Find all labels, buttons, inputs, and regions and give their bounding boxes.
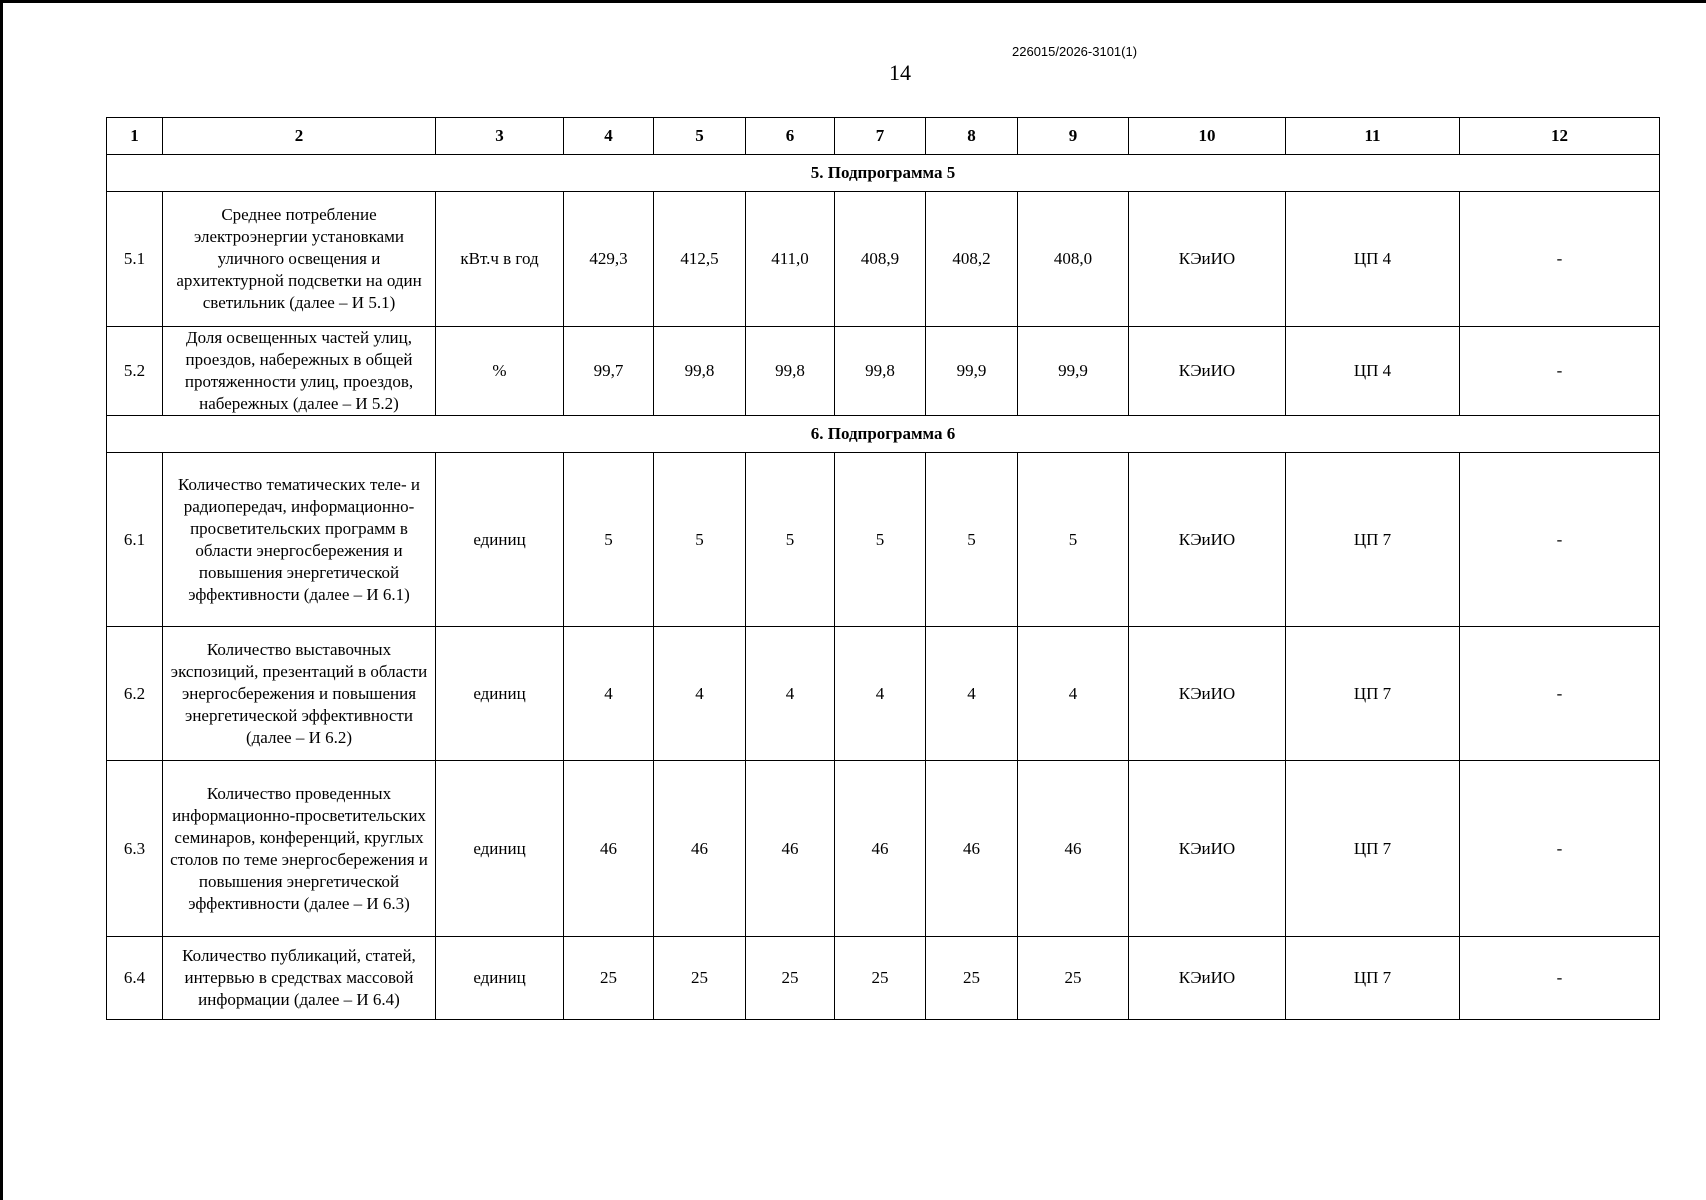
column-header: 1 [107, 118, 163, 155]
value-cell: 46 [1018, 761, 1129, 937]
value-cell: 4 [564, 627, 654, 761]
scan-border-top [0, 0, 1706, 3]
value-cell: 99,8 [654, 327, 746, 416]
column-header: 12 [1460, 118, 1660, 155]
scan-border-left [0, 0, 3, 1200]
note-cell: - [1460, 192, 1660, 327]
table-row [107, 192, 1660, 327]
column-header: 6 [746, 118, 835, 155]
value-cell: 4 [926, 627, 1018, 761]
value-cell: 99,8 [835, 327, 926, 416]
value-cell: 46 [835, 761, 926, 937]
indicator-name: Количество проведенных информационно-просветительских семинаров, конференций, круглых столов по теме энергосбережения и повышения энергетической эффективности (далее – И 6.3) [163, 761, 436, 937]
executor-cell: КЭиИО [1129, 327, 1286, 416]
row-number: 6.1 [107, 453, 163, 627]
table-row [107, 327, 1660, 416]
goal-cell: ЦП 4 [1286, 327, 1460, 416]
executor-cell: КЭиИО [1129, 453, 1286, 627]
value-cell: 408,2 [926, 192, 1018, 327]
value-cell: 5 [564, 453, 654, 627]
table-row [107, 453, 1660, 627]
column-header: 10 [1129, 118, 1286, 155]
value-cell: 408,0 [1018, 192, 1129, 327]
column-number-row [107, 118, 1660, 155]
unit-cell: единиц [436, 937, 564, 1020]
value-cell: 46 [654, 761, 746, 937]
unit-cell: единиц [436, 627, 564, 761]
value-cell: 412,5 [654, 192, 746, 327]
value-cell: 25 [1018, 937, 1129, 1020]
value-cell: 99,9 [926, 327, 1018, 416]
unit-cell: единиц [436, 453, 564, 627]
value-cell: 46 [926, 761, 1018, 937]
value-cell: 25 [564, 937, 654, 1020]
unit-cell: кВт.ч в год [436, 192, 564, 327]
value-cell: 411,0 [746, 192, 835, 327]
section-title: 5. Подпрограмма 5 [107, 155, 1660, 192]
row-number: 6.3 [107, 761, 163, 937]
column-header: 8 [926, 118, 1018, 155]
value-cell: 46 [746, 761, 835, 937]
value-cell: 46 [564, 761, 654, 937]
indicator-name: Количество выставочных экспозиций, презентаций в области энергосбережения и повышения энергетической эффективности (далее – И 6.2) [163, 627, 436, 761]
value-cell: 429,3 [564, 192, 654, 327]
note-cell: - [1460, 761, 1660, 937]
goal-cell: ЦП 7 [1286, 937, 1460, 1020]
section-title: 6. Подпрограмма 6 [107, 416, 1660, 453]
value-cell: 99,7 [564, 327, 654, 416]
table-row [107, 937, 1660, 1020]
executor-cell: КЭиИО [1129, 627, 1286, 761]
column-header: 3 [436, 118, 564, 155]
value-cell: 4 [1018, 627, 1129, 761]
column-header: 7 [835, 118, 926, 155]
note-cell: - [1460, 627, 1660, 761]
column-header: 9 [1018, 118, 1129, 155]
column-header: 2 [163, 118, 436, 155]
value-cell: 5 [1018, 453, 1129, 627]
goal-cell: ЦП 7 [1286, 453, 1460, 627]
goal-cell: ЦП 4 [1286, 192, 1460, 327]
unit-cell: % [436, 327, 564, 416]
value-cell: 25 [835, 937, 926, 1020]
value-cell: 408,9 [835, 192, 926, 327]
indicator-name: Количество публикаций, статей, интервью в средствах массовой информации (далее – И 6.4) [163, 937, 436, 1020]
executor-cell: КЭиИО [1129, 761, 1286, 937]
table-row [107, 761, 1660, 937]
note-cell: - [1460, 453, 1660, 627]
note-cell: - [1460, 937, 1660, 1020]
indicator-name: Количество тематических теле- и радиопередач, информационно-просветительских программ в области энергосбережения и повышения энергетической эффективности (далее – И 6.1) [163, 453, 436, 627]
indicators-table [106, 117, 1660, 1020]
executor-cell: КЭиИО [1129, 937, 1286, 1020]
column-header: 11 [1286, 118, 1460, 155]
value-cell: 5 [746, 453, 835, 627]
row-number: 6.4 [107, 937, 163, 1020]
page-number: 14 [889, 60, 911, 85]
indicator-name: Доля освещенных частей улиц, проездов, набережных в общей протяженности улиц, проездов, набережных (далее – И 5.2) [163, 327, 436, 416]
value-cell: 25 [746, 937, 835, 1020]
table-row [107, 627, 1660, 761]
unit-cell: единиц [436, 761, 564, 937]
document-number: 226015/2026-3101(1) [1012, 44, 1138, 59]
value-cell: 4 [835, 627, 926, 761]
row-number: 6.2 [107, 627, 163, 761]
value-cell: 25 [654, 937, 746, 1020]
section-row [107, 416, 1660, 453]
value-cell: 25 [926, 937, 1018, 1020]
executor-cell: КЭиИО [1129, 192, 1286, 327]
note-cell: - [1460, 327, 1660, 416]
column-header: 4 [564, 118, 654, 155]
value-cell: 99,8 [746, 327, 835, 416]
value-cell: 5 [654, 453, 746, 627]
column-header: 5 [654, 118, 746, 155]
value-cell: 99,9 [1018, 327, 1129, 416]
goal-cell: ЦП 7 [1286, 627, 1460, 761]
goal-cell: ЦП 7 [1286, 761, 1460, 937]
section-row [107, 155, 1660, 192]
indicator-name: Среднее потребление электроэнергии установками уличного освещения и архитектурной подсветки на один светильник (далее – И 5.1) [163, 192, 436, 327]
value-cell: 4 [654, 627, 746, 761]
value-cell: 4 [746, 627, 835, 761]
value-cell: 5 [926, 453, 1018, 627]
row-number: 5.2 [107, 327, 163, 416]
value-cell: 5 [835, 453, 926, 627]
row-number: 5.1 [107, 192, 163, 327]
